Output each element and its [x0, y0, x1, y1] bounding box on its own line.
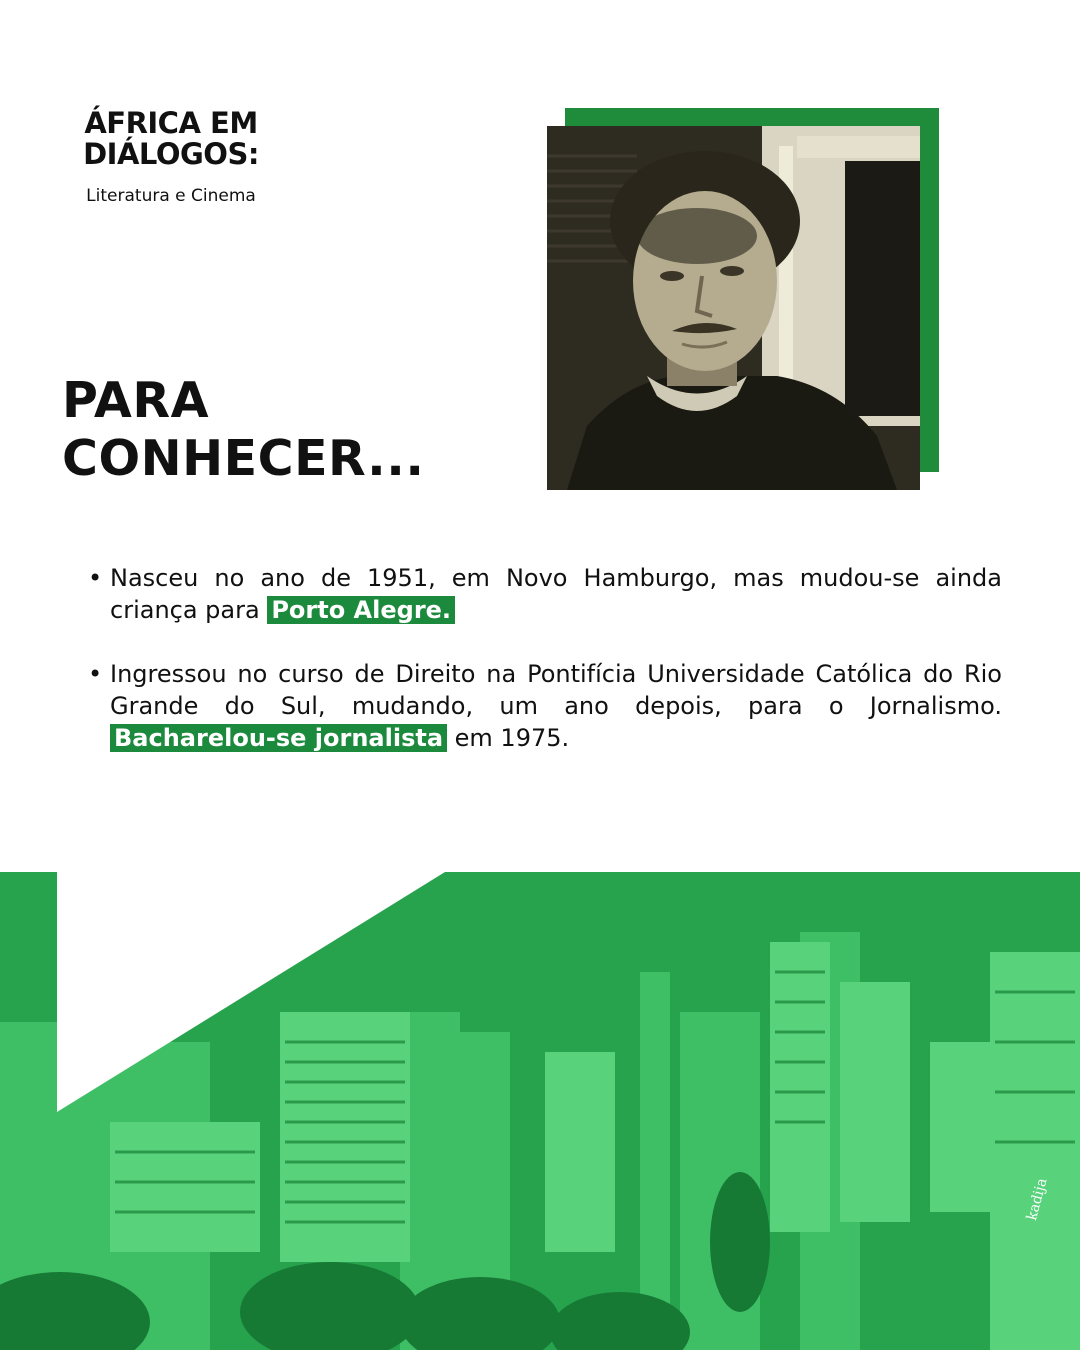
logo-text: kadija [1024, 1176, 1051, 1223]
headline-line1: PARA [62, 372, 209, 429]
brand-block [66, 108, 276, 206]
portrait-image [547, 126, 920, 490]
portrait-photo [547, 126, 920, 490]
bullet-highlight: Porto Alegre. [267, 596, 455, 624]
bullet-dot: • [88, 660, 103, 688]
bullet-text [110, 562, 1002, 626]
city-photo [0, 872, 1080, 1350]
page-headline [62, 372, 425, 488]
bullet-dot: • [88, 564, 103, 592]
bullet-text [110, 658, 1002, 754]
list-item [88, 658, 1002, 754]
bullet-list [88, 562, 1002, 786]
list-item [88, 562, 1002, 626]
bullet-text-before: Nasceu no ano de 1951, em Novo Hamburgo, mas mudou-se ainda criança para [110, 564, 1002, 624]
city-skyline-image [0, 872, 1080, 1350]
brand-subtitle: Literatura e Cinema [86, 186, 256, 206]
bullet-highlight: Bacharelou-se jornalista [110, 724, 447, 752]
bullet-text-before: Ingressou no curso de Direito na Pontifícia Universidade Católica do Rio Grande do Sul, mudando, um ano depois, para o Jornalismo. [110, 660, 1002, 720]
headline-line2: CONHECER... [62, 430, 425, 487]
bullet-text-after: em 1975. [447, 724, 570, 752]
brand-title-line2: DIÁLOGOS: [83, 137, 259, 171]
brand-title-line1: ÁFRICA EM [84, 106, 258, 140]
